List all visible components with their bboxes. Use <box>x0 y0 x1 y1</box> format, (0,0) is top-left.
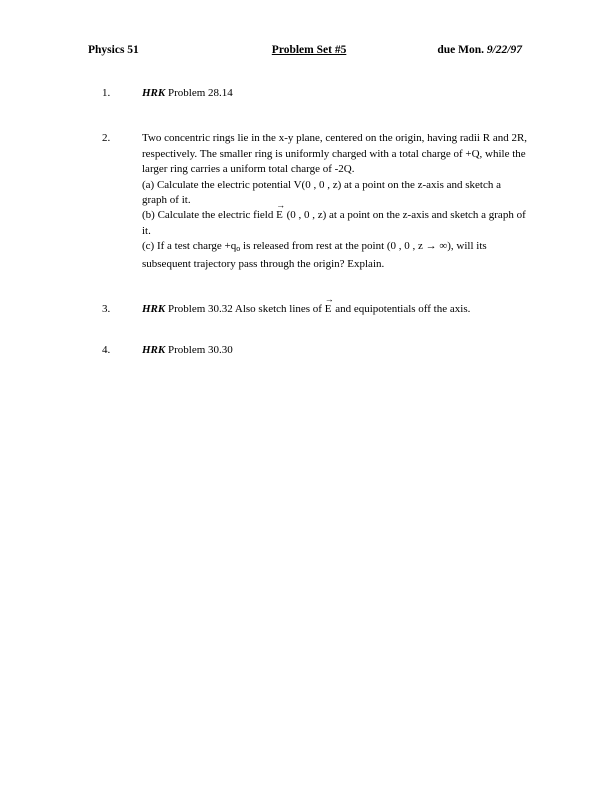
problem-body <box>142 294 528 317</box>
problem-body <box>142 131 528 272</box>
problem-part-c <box>142 239 528 272</box>
document-header <box>88 44 522 56</box>
part-b-vector-letter: E <box>276 209 283 222</box>
problem-vector-letter: E <box>324 303 332 316</box>
part-b-text-post: (0 , 0 , z) at a point on the z-axis and sketch a graph of it. <box>142 209 526 237</box>
problem-body <box>142 86 528 101</box>
vector-arrow-icon: → <box>276 200 286 211</box>
problem-item-3 <box>88 294 528 317</box>
problem-number: 2. <box>102 132 111 145</box>
header-due-prefix: due Mon. <box>437 44 487 56</box>
problem-item-2 <box>88 131 528 272</box>
header-title: Problem Set #5 <box>271 44 347 56</box>
problem-part-a: (a) Calculate the electric potential V(0 , 0 , z) at a point on the z-axis and sketch a graph of it. <box>142 178 501 207</box>
electric-field-vector-symbol <box>276 200 286 223</box>
problem-text: Problem 30.30 <box>165 344 233 357</box>
part-c-subscript: o <box>236 244 241 254</box>
problem-text: Problem 28.14 <box>165 87 233 99</box>
textbook-abbrev: HRK <box>142 303 166 316</box>
vector-arrow-icon: → <box>324 294 334 305</box>
header-course: Physics 51 <box>88 44 139 56</box>
problem-list <box>88 86 528 385</box>
problem-item-4 <box>88 343 528 358</box>
problem-text-pre: Problem 30.32 Also sketch lines of <box>165 303 325 316</box>
problem-intro: Two concentric rings lie in the x-y plane, centered on the origin, having radii R and 2R, respectively. The smaller ring is uniformly charged with a total charge of +Q, while the larger ring carries a uniform total charge of -2Q. <box>142 132 528 176</box>
problem-body <box>142 343 528 358</box>
problem-item-1 <box>88 86 528 101</box>
part-c-text-pre: (c) If a test charge +q <box>142 240 237 253</box>
header-due-value: 9/22/97 <box>486 44 522 56</box>
textbook-abbrev: HRK <box>142 87 166 99</box>
part-c-text-post: is released from rest at the point (0 , 0 , z → ∞), will its subsequent trajectory pass through the origin? Explain. <box>142 240 487 270</box>
problem-part-b <box>142 200 528 239</box>
header-due-date <box>437 44 522 56</box>
problem-number: 1. <box>102 87 111 99</box>
textbook-abbrev: HRK <box>142 344 166 357</box>
problem-number: 3. <box>102 303 111 316</box>
problem-text-post: and equipotentials off the axis. <box>332 303 471 316</box>
electric-field-vector-symbol <box>324 294 334 317</box>
part-b-text-pre: (b) Calculate the electric field <box>142 209 277 222</box>
problem-number: 4. <box>102 344 111 357</box>
